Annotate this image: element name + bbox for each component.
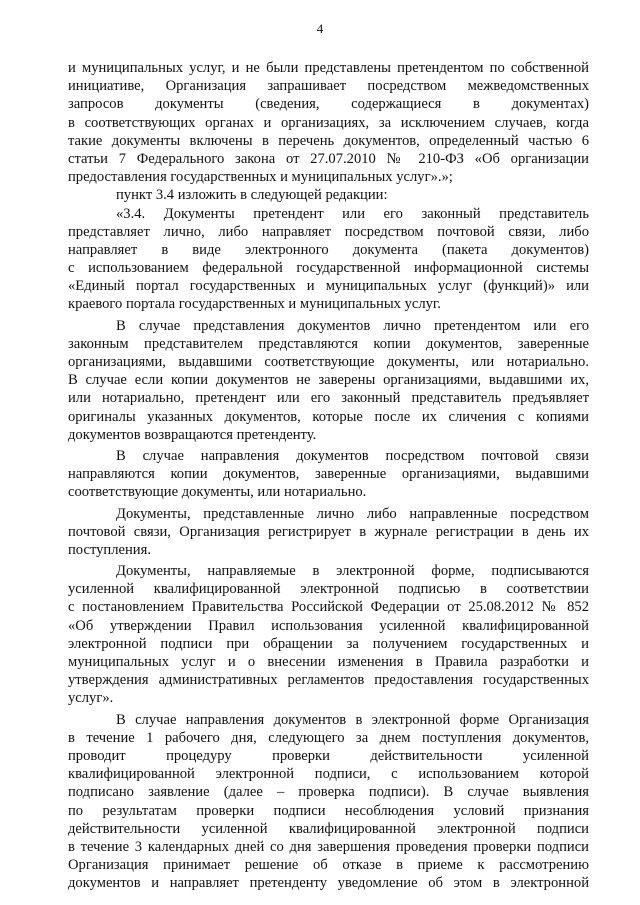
text-line: электронной подписи при обращении за получением государственных и [68,635,589,652]
text-line: действительности усиленной квалифицированной электронной подписи [68,820,589,837]
text-line: проводит процедуру проверки действительности усиленной [68,747,589,764]
document-body [68,59,589,892]
text-line: в течение 1 рабочего дня, следующего за днем поступления документов, [68,729,589,746]
text-line: В случае направления документов в электронной форме Организация [116,711,589,728]
text-line: статьи 7 Федерального закона от 27.07.2010 № 210-ФЗ «Об организации [68,150,589,167]
text-line: Документы, представленные лично либо направленные посредством [116,505,589,522]
text-line: представляет лично, либо направляет посредством почтовой связи, либо [68,223,589,240]
text-line: «3.4. Документы претендент или его законный представитель [116,205,589,222]
text-line: подписано заявление (далее – проверка подписи). В случае выявления [68,784,589,801]
text-line: услуг». [68,690,114,707]
page-number: 4 [316,21,324,36]
text-line: оригиналы указанных документов, которые после их сличения с копиями [68,408,589,425]
text-line: законным представителем представляются копии документов, заверенные [68,335,589,352]
text-line: документов возвращаются претенденту. [68,426,317,443]
text-line: В случае представления документов лично претендентом или его [116,317,589,334]
text-line: усиленной квалифицированной электронной подписью в соответствии [68,581,589,598]
text-line: поступления. [68,541,151,558]
text-line: муниципальных услуг и о внесении изменения в Правила разработки и [68,654,589,670]
text-line: соответствующие документы, или нотариально. [68,484,367,501]
text-line: утверждения административных регламентов предоставления государственных [68,672,589,689]
text-line: «Единый портал государственных и муниципальных услуг (функций)» или [68,278,589,295]
text-line: В случае направления документов посредством почтовой связи [116,447,589,464]
text-line: почтовой связи, Организация регистрирует в журнале регистрации в день их [68,523,589,540]
text-line: в соответствующих органах и организациях, за исключением случаев, когда [68,114,589,131]
text-line: квалифицированной электронной подписи, с использованием которой [68,766,589,783]
text-line: предоставления государственных и муниципальных услуг».»; [68,169,453,186]
text-line: направляются копии документов, заверенные организациями, выдавшими [68,466,589,483]
text-line: запросов документы (сведения, содержащиеся в документах) [68,96,589,113]
text-line: или нотариально, претендент или его законный представитель предъявляет [68,390,589,407]
text-line: с использованием федеральной государственной информационной системы [68,260,589,277]
text-line: по результатам проверки подписи несоблюдения условий признания [68,802,589,819]
text-line: Организация принимает решение об отказе в приеме к рассмотрению [68,857,589,874]
text-line: такие документы включены в перечень документов, определенный частью 6 [68,132,589,149]
text-line: направляет в виде электронного документа (пакета документов) [68,241,589,258]
text-line: организациями, выдавшими соответствующие документы, или нотариально. [68,354,589,370]
text-line: «Об утверждении Правил использования усиленной квалифицированной [68,617,589,634]
text-line: Документы, направляемые в электронной форме, подписываются [116,563,589,580]
text-line: пункт 3.4 изложить в следующей редакции: [116,187,388,204]
text-line: с постановлением Правительства Российской Федерации от 25.08.2012 № 852 [68,599,589,616]
text-line: инициативе, Организация запрашивает посредством межведомственных [68,78,589,95]
text-line: и муниципальных услуг, и не были представлены претендентом по собственной [68,60,589,76]
text-line: краевого портала государственных и муниципальных услуг. [68,296,441,313]
text-line: В случае если копии документов не заверены организациями, выдавшими их, [68,372,589,389]
text-line: в течение 3 календарных дней со дня завершения проведения проверки подписи [68,838,589,855]
text-line: документов и направляет претенденту уведомление об этом в электронной [68,875,589,892]
